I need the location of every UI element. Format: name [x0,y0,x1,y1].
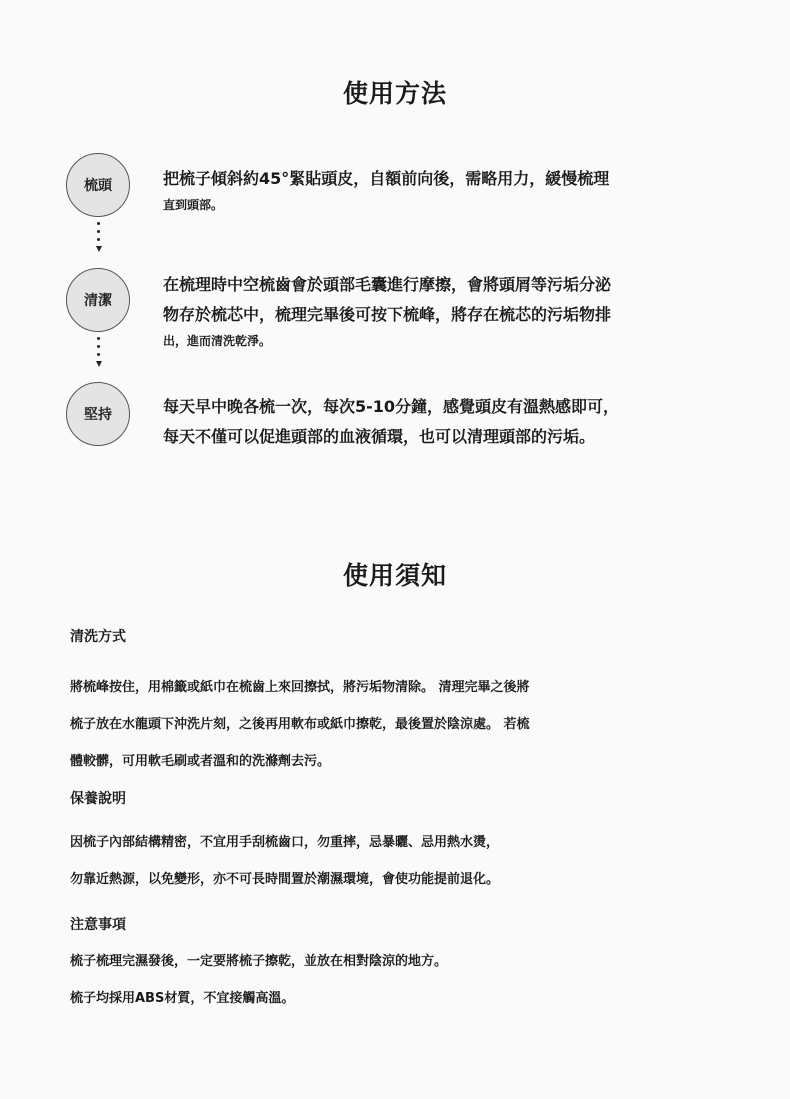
step-line: 每天早中晚各梳一次，每次5-10分鐘，感覺頭皮有溫熱感即可， [163,397,620,416]
notice-title: 使用須知 [342,561,447,590]
section-heading: 保養說明 [70,791,126,807]
section-heading: 注意事項 [70,917,126,933]
step-label-persist: 堅持 [84,407,112,423]
step-line: 把梳子傾斜約45°緊貼頭皮，自額前向後，需略用力，緩慢梳理 [163,169,610,188]
notice-section-cleaning [70,626,710,780]
step-connector-arrow [97,337,101,367]
step-line: 每天不僅可以促進頭部的血液循環，也可以清理頭部的污垢。 [163,427,596,446]
step-circle-comb [66,153,130,217]
step-line: 直到頭部。 [163,198,224,212]
section-line: 體較髒，可用軟毛刷或者溫和的洗滌劑去污。 [70,754,331,769]
section-line: 梳子放在水龍頭下沖洗片刻，之後再用軟布或紙巾擦乾，最後置於陰涼處。 若梳 [70,717,530,732]
section-line: 因梳子內部結構精密，不宜用手刮梳齒口，勿重摔，忌暴曬、忌用熱水燙， [70,835,500,850]
notice-section-cautions [70,914,710,1017]
step-line: 出，進而清洗乾淨。 [163,334,272,348]
usage-title: 使用方法 [342,79,447,108]
section-line: 梳子梳理完濕發後，一定要將梳子擦乾，並放在相對陰涼的地方。 [70,954,448,969]
step-line: 在梳理時中空梳齒會於頭部毛囊進行摩擦，會將頭屑等污垢分泌 [163,275,612,294]
step-label-clean: 清潔 [84,293,112,309]
section-line: 梳子均採用ABS材質，不宜接觸高溫。 [70,991,295,1006]
section-line: 勿靠近熱源，以免變形，亦不可長時間置於潮濕環境，會使功能提前退化。 [70,872,500,887]
notice-section-maintenance [70,788,710,898]
section-line: 將梳峰按住，用棉籤或紙巾在梳齒上來回擦拭，將污垢物清除。 清理完畢之後將 [70,680,530,695]
section-heading: 清洗方式 [70,629,126,645]
step-text-clean [163,270,723,352]
step-connector-arrow [97,222,101,252]
step-circle-clean [66,268,130,332]
step-circle-persist [66,382,130,446]
step-text-comb [163,164,723,216]
step-line: 物存於梳芯中，梳理完畢後可按下梳峰，將存在梳芯的污垢物排 [163,305,612,324]
step-label-comb: 梳頭 [84,178,112,194]
step-text-persist [163,392,723,452]
